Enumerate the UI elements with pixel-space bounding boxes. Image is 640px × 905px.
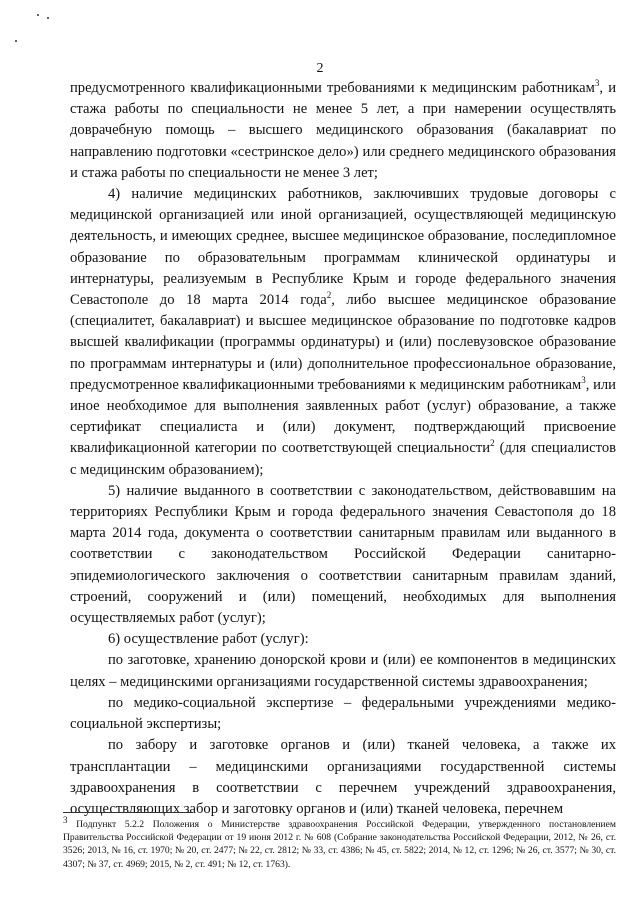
paragraph-text: , либо высшее медицинское образование (специалитет, бакалавриат) и высшее медицинское образование по подготовке кадров высшей квалификации (программы ординатуры) и (или) послевузовское образование по программам интернатуры и (или) дополнительное профессиональное образование, предусмотренное квалификационными требованиями к медицинским работникам xyxy=(70,292,616,393)
footnote-ref: 3 xyxy=(581,374,586,385)
paragraph xyxy=(70,735,616,820)
footnote-ref: 3 xyxy=(594,78,600,89)
footnote-separator xyxy=(63,812,193,813)
scan-speck xyxy=(15,40,17,42)
footnote-marker: 3 xyxy=(63,814,68,825)
footnote-ref: 2 xyxy=(490,438,495,449)
paragraph-text: 5) наличие выданного в соответствии с законодательством, действовавшим на территориях Республики Крым и города федерального значения Севастополя до 18 марта 2014 года, документа о соответствии санитарным правилам или выданного в соответствии с законодательством Российской Федерации санитарно-эпидемиологического заключения о соответствии санитарным правилам зданий, строений, сооружений и (или) помещений, необходимых для выполнения осуществляемых работ (услуг); xyxy=(70,482,616,627)
paragraph xyxy=(70,481,616,629)
scan-speck xyxy=(37,14,39,16)
page-number: 2 xyxy=(316,61,324,76)
paragraph xyxy=(70,693,616,735)
paragraph-text: , и стажа работы по специальности не менее 5 лет, а при намерении осуществлять доврачебную помощь – высшего медицинского образования (бакалавриат по направлению подготовки «сестринское дело») или среднего медицинского образования и стажа работы по специальности не менее 3 лет; xyxy=(70,80,616,181)
paragraph-text: по медико-социальной экспертизе – федеральными учреждениями медико-социальной экспертизы; xyxy=(70,694,616,733)
scan-speck xyxy=(47,17,49,19)
document-body xyxy=(70,78,616,820)
paragraph-text: (для специалистов с медицинским образованием); xyxy=(70,440,617,478)
paragraph xyxy=(70,184,616,481)
paragraph-text: , или иное необходимое для выполнения заявленных работ (услуг) образование, а также сертификат специалиста и (или) документ, подтверждающий присвоение квалификационной категории по соответствующей специальности xyxy=(70,376,616,457)
paragraph xyxy=(70,650,616,692)
footnote-ref: 2 xyxy=(326,290,332,301)
footnote xyxy=(63,814,616,871)
paragraph xyxy=(70,629,616,650)
paragraph-text: по заготовке, хранению донорской крови и (или) ее компонентов в медицинских целях – медицинскими организациями государственной системы здравоохранения; xyxy=(70,652,616,690)
paragraph-text: предусмотренного квалификационными требованиями к медицинским работникам xyxy=(70,80,595,96)
paragraph-text: 4) наличие медицинских работников, заключивших трудовые договоры с медицинской организацией или иной организацией, осуществляющей медицинскую деятельность, и имеющих среднее, высшее медицинское образование, последипломное образование по образовательным программам клинической ординатуры и интернатуры, реализуемым в Республике Крым и городе федерального значения Севастополе до 18 марта 2014 года xyxy=(70,186,616,309)
paragraph-text: по забору и заготовке органов и (или) тканей человека, а также их трансплантации – медицинскими организациями государственной системы здравоохранения в соответствии с перечнем учреждений здравоохранения, осуществляющих забор и заготовку органов и (или) тканей человека, перечнем xyxy=(70,737,616,817)
footnote-text: Подпункт 5.2.2 Положения о Министерстве здравоохранения Российской Федерации, утвержденного постановлением Правительства Российской Федерации от 19 июня 2012 г. № 608 (Собрание законодательства Российской Федерации, 2012, № 26, ст. 3526; 2013, № 16, ст. 1970; № 20, ст. 2477; № 22, ст. 2812; № 33, ст. 4386; № 45, ст. 5822; 2014, № 12, ст. 1296; № 26, ст. 3577; № 30, ст. 4307; № 37, ст. 4969; 2015, № 2, ст. 491; № 12, ст. 1763). xyxy=(63,819,616,870)
paragraph xyxy=(70,78,616,184)
paragraph-text: 6) осуществление работ (услуг): xyxy=(108,631,309,648)
